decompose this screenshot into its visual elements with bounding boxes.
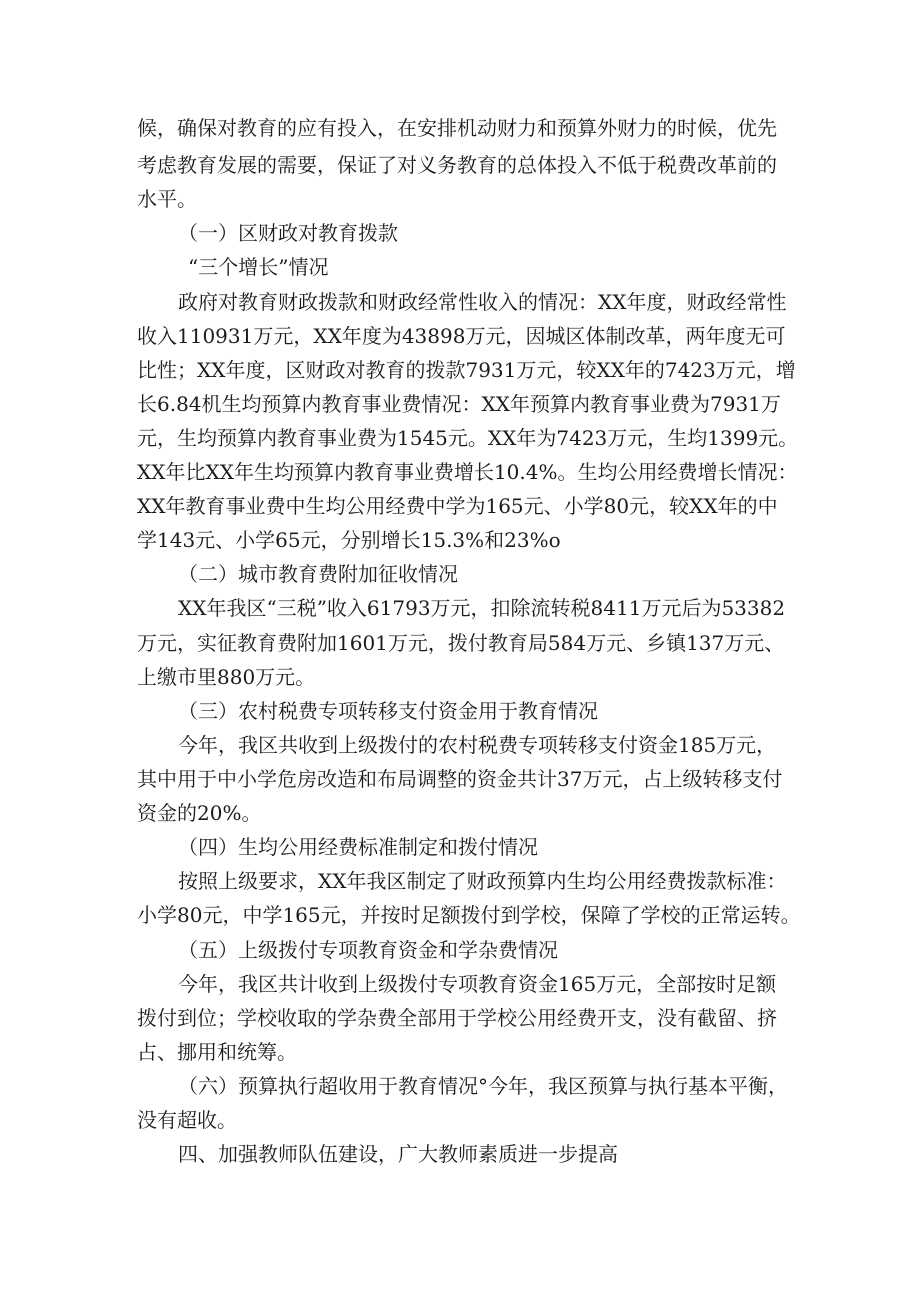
paragraph-line: 小学80元，中学165元，并按时足额拨付到学校，保障了学校的正常运转。 <box>137 903 801 927</box>
paragraph-line: 其中用于中小学危房改造和布局调整的资金共计37万元，占上级转移支付 <box>137 767 783 791</box>
paragraph-line: 拨付到位；学校收取的学杂费全部用于学校公用经费开支，没有截留、挤 <box>137 1006 777 1030</box>
paragraph-line: 学143元、小学65元，分别增长15.3%和23%o <box>137 528 561 552</box>
paragraph-line: 比性；XX年度，区财政对教育的拨款7931万元，较XX年的7423万元，增 <box>137 358 796 382</box>
paragraph-line: 没有超收。 <box>137 1108 237 1132</box>
paragraph-line: XX年教育事业费中生均公用经费中学为165元、小学80元，较XX年的中 <box>137 494 778 518</box>
paragraph-line: 今年，我区共收到上级拨付的农村税费专项转移支付资金185万元， <box>178 733 777 757</box>
paragraph-line: XX年比XX年生均预算内教育事业费增长10.4%。生均公用经费增长情况： <box>137 460 798 484</box>
section-heading: （四）生均公用经费标准制定和拨付情况 <box>178 835 538 859</box>
paragraph-line: 水平。 <box>137 187 197 211</box>
section-heading: （三）农村税费专项转移支付资金用于教育情况 <box>178 699 598 723</box>
paragraph-line: 上缴市里880万元。 <box>137 665 316 689</box>
paragraph-line: 按照上级要求，XX年我区制定了财政预算内生均公用经费拨款标准： <box>178 869 787 893</box>
paragraph-line: 万元，实征教育费附加1601万元，拨付教育局584万元、乡镇137万元、 <box>137 631 785 655</box>
paragraph-line: 考虑教育发展的需要，保证了对义务教育的总体投入不低于税费改革前的 <box>137 153 777 177</box>
chapter-heading: 四、加强教师队伍建设，广大教师素质进一步提高 <box>178 1142 618 1166</box>
paragraph-line: 收入110931万元，XX年度为43898万元，因城区体制改革，两年度无可 <box>137 324 786 348</box>
paragraph-line: 元，生均预算内教育事业费为1545元。XX年为7423万元，生均1399元。 <box>137 426 799 450</box>
section-heading: （一）区财政对教育拨款 <box>178 221 398 245</box>
section-heading: （六）预算执行超收用于教育情况°今年，我区预算与执行基本平衡， <box>178 1074 788 1098</box>
paragraph-line: XX年我区“三税”收入61793万元，扣除流转税8411万元后为53382 <box>178 596 786 620</box>
paragraph-line: 候，确保对教育的应有投入，在安排机动财力和预算外财力的时候，优先 <box>137 116 777 140</box>
paragraph-line: 资金的20%。 <box>137 801 262 825</box>
paragraph-line: 政府对教育财政拨款和财政经常性收入的情况：XX年度，财政经常性 <box>178 290 787 314</box>
paragraph-line: 占、挪用和统筹。 <box>137 1040 297 1064</box>
section-heading: （五）上级拨付专项教育资金和学杂费情况 <box>178 938 558 962</box>
paragraph-line: 今年，我区共计收到上级拨付专项教育资金165万元，全部按时足额 <box>178 972 777 996</box>
section-heading: （二）城市教育费附加征收情况 <box>178 562 458 586</box>
paragraph-line: 长6.84机生均预算内教育事业费情况：XX年预算内教育事业费为7931万 <box>137 392 781 416</box>
subsection-heading: “三个增长”情况 <box>188 255 329 279</box>
